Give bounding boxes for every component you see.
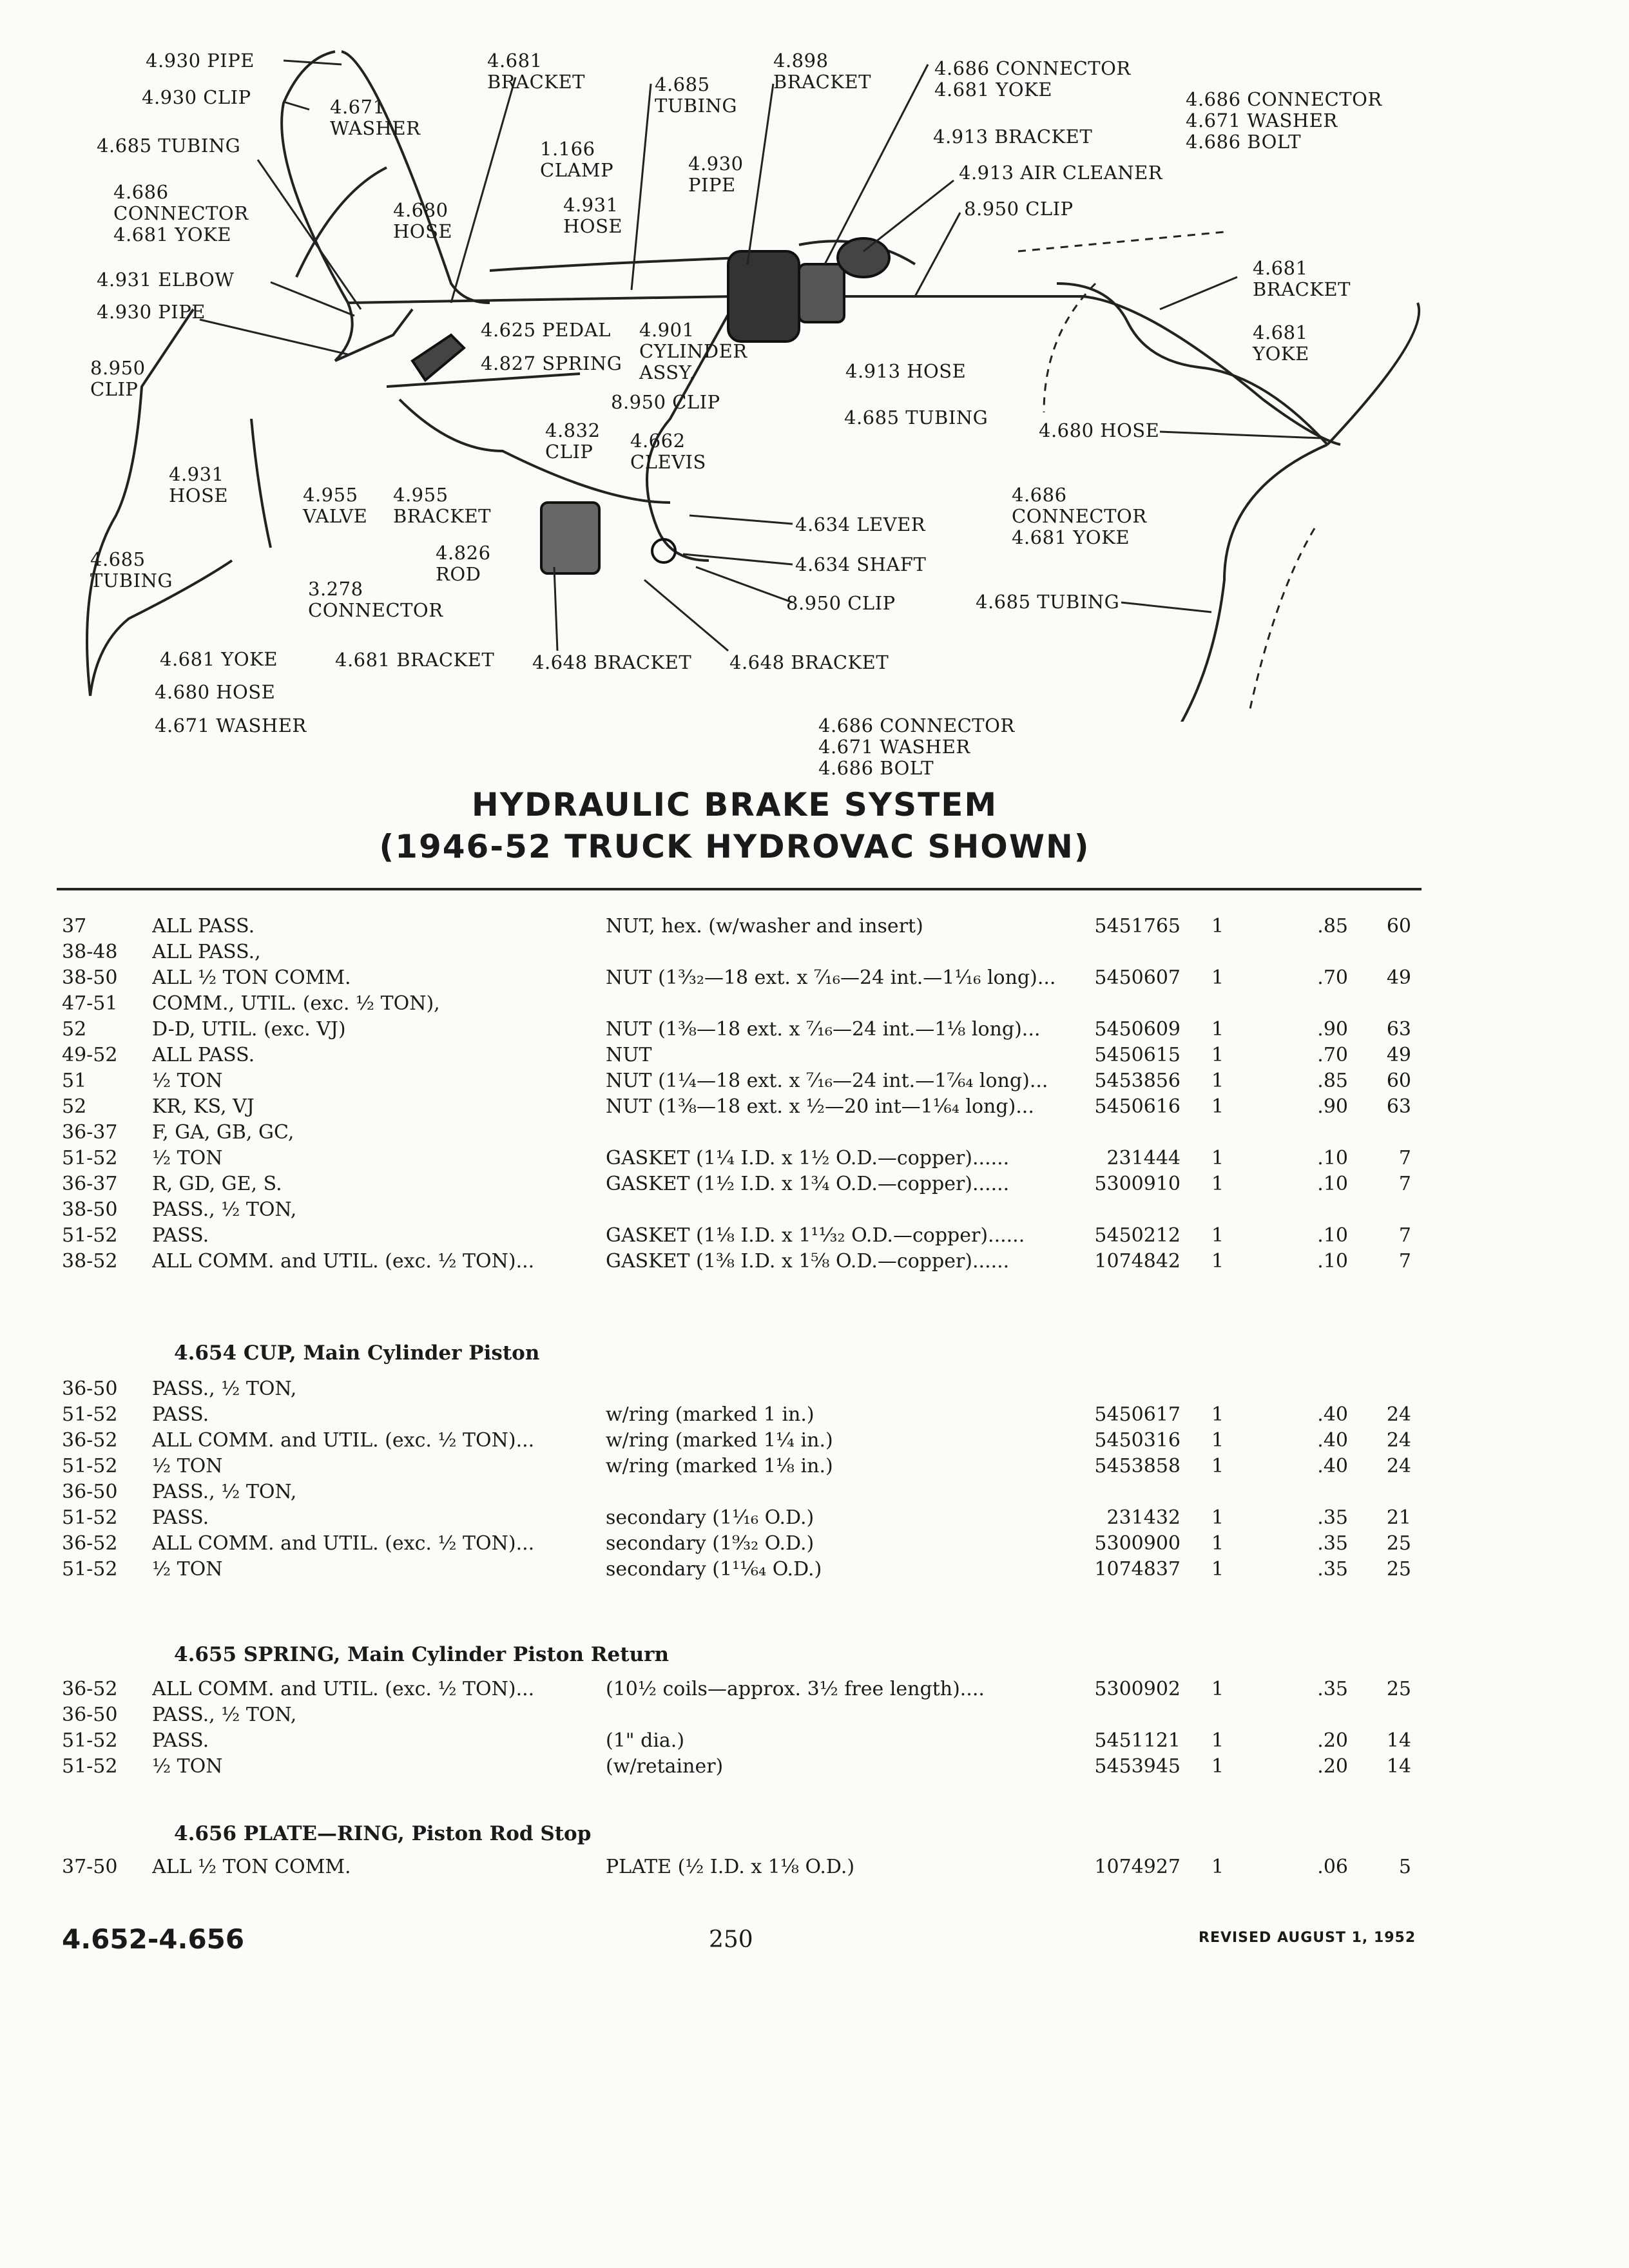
cell-wt: 25 — [1386, 1558, 1411, 1581]
cell-part: 5300910 — [1094, 1173, 1181, 1195]
cell-wt: 5 — [1398, 1856, 1411, 1878]
cell-yr: 36-50 — [62, 1378, 118, 1400]
cell-yr: 38-52 — [62, 1250, 118, 1273]
cell-part: 5450616 — [1094, 1095, 1181, 1118]
cell-desc: GASKET (1⅜ I.D. x 1⅝ O.D.—copper)...... — [606, 1250, 1010, 1273]
table-row — [0, 1173, 1629, 1198]
cell-price: .90 — [1317, 1095, 1348, 1118]
diagram-label: 4.625 PEDAL — [481, 319, 611, 341]
cell-qty: 1 — [1211, 1429, 1224, 1452]
cell-wt: 7 — [1398, 1250, 1411, 1273]
table-row — [0, 1198, 1629, 1224]
cell-yr: 51-52 — [62, 1506, 118, 1529]
cell-desc: NUT, hex. (w/washer and insert) — [606, 915, 923, 937]
table-row — [0, 1378, 1629, 1403]
cell-qty: 1 — [1211, 1558, 1224, 1581]
cell-qty: 1 — [1211, 1044, 1224, 1066]
section-heading-plate: 4.656 PLATE—RING, Piston Rod Stop — [174, 1822, 592, 1845]
cell-desc: NUT (1⅜—18 ext. x ⁷⁄₁₆—24 int.—1⅛ long)... — [606, 1018, 1041, 1041]
cell-wt: 24 — [1386, 1403, 1411, 1426]
cell-yr: 51-52 — [62, 1403, 118, 1426]
table-row — [0, 1403, 1629, 1429]
cell-qty: 1 — [1211, 1678, 1224, 1700]
diagram-label: 4.681 YOKE — [1253, 322, 1309, 365]
diagram-label: 4.680 HOSE — [155, 681, 276, 703]
diagram-label: 8.950 CLIP — [611, 391, 720, 413]
diagram-label: 4.930 PIPE — [688, 153, 744, 196]
cell-model: ALL ½ TON COMM. — [152, 966, 351, 989]
table-row — [0, 1018, 1629, 1044]
diagram-label: 4.671 WASHER — [155, 715, 307, 736]
cell-wt: 60 — [1386, 1070, 1411, 1092]
diagram-label: 4.913 HOSE — [845, 360, 967, 382]
cell-model: PASS. — [152, 1403, 209, 1426]
cell-model: ½ TON — [152, 1558, 223, 1581]
cell-wt: 63 — [1386, 1018, 1411, 1041]
diagram-subtitle: (1946-52 TRUCK HYDROVAC SHOWN) — [379, 828, 1090, 865]
cell-price: .85 — [1317, 915, 1348, 937]
cell-price: .70 — [1317, 1044, 1348, 1066]
cell-wt: 7 — [1398, 1224, 1411, 1247]
diagram-label: 4.685 TUBING — [976, 591, 1120, 613]
table-row — [0, 1481, 1629, 1506]
cell-desc: NUT (1¼—18 ext. x ⁷⁄₁₆—24 int.—1⁷⁄₆₄ long)... — [606, 1070, 1048, 1092]
cell-part: 1074837 — [1094, 1558, 1181, 1581]
diagram-label: 4.685 TUBING — [655, 73, 738, 117]
diagram-label: 4.648 BRACKET — [729, 651, 889, 673]
cell-part: 231444 — [1106, 1147, 1181, 1169]
cell-price: .70 — [1317, 966, 1348, 989]
diagram-label: 4.826 ROD — [436, 542, 491, 585]
table-row — [0, 1095, 1629, 1121]
cell-desc: secondary (1¹⁄₁₆ O.D.) — [606, 1506, 815, 1529]
table-row — [0, 1044, 1629, 1070]
cell-model: R, GD, GE, S. — [152, 1173, 282, 1195]
cell-wt: 7 — [1398, 1147, 1411, 1169]
diagram-label: 4.671 WASHER — [330, 96, 421, 139]
table-row — [0, 1147, 1629, 1173]
cell-desc: w/ring (marked 1¼ in.) — [606, 1429, 833, 1452]
cell-part: 5451765 — [1094, 915, 1181, 937]
cell-yr: 51-52 — [62, 1558, 118, 1581]
cell-desc: secondary (1¹¹⁄₆₄ O.D.) — [606, 1558, 822, 1581]
diagram-label: 4.913 BRACKET — [933, 126, 1093, 148]
cell-qty: 1 — [1211, 1250, 1224, 1273]
table-row — [0, 1070, 1629, 1095]
cell-price: .06 — [1317, 1856, 1348, 1878]
cell-desc: secondary (1⁹⁄₃₂ O.D.) — [606, 1532, 815, 1555]
cell-price: .35 — [1317, 1678, 1348, 1700]
cell-wt: 14 — [1386, 1729, 1411, 1752]
cell-qty: 1 — [1211, 1755, 1224, 1778]
diagram-label: 4.634 LEVER — [795, 514, 926, 535]
cell-model: F, GA, GB, GC, — [152, 1121, 294, 1144]
cell-desc: NUT (1⅜—18 ext. x ½—20 int—1¹⁄₆₄ long)... — [606, 1095, 1034, 1118]
diagram-label: 4.685 TUBING — [90, 548, 173, 591]
cell-yr: 37 — [62, 915, 87, 937]
cell-wt: 60 — [1386, 915, 1411, 937]
diagram-label: 4.930 CLIP — [142, 86, 251, 108]
cell-model: ALL PASS. — [152, 1044, 255, 1066]
diagram-label: 4.913 AIR CLEANER — [959, 162, 1163, 184]
cell-model: PASS. — [152, 1729, 209, 1752]
cell-part: 231432 — [1106, 1506, 1181, 1529]
diagram-label: 4.662 CLEVIS — [630, 430, 706, 473]
diagram-label: 4.686 CONNECTOR 4.681 YOKE — [934, 57, 1131, 101]
cell-part: 5453945 — [1094, 1755, 1181, 1778]
diagram-label: 4.681 BRACKET — [1253, 257, 1351, 300]
cell-desc: GASKET (1½ I.D. x 1¾ O.D.—copper)...... — [606, 1173, 1010, 1195]
cell-wt: 25 — [1386, 1532, 1411, 1555]
cell-yr: 36-37 — [62, 1121, 118, 1144]
cell-desc: GASKET (1⅛ I.D. x 1¹¹⁄₃₂ O.D.—copper)...... — [606, 1224, 1025, 1247]
cell-model: D-D, UTIL. (exc. VJ) — [152, 1018, 346, 1041]
cell-model: PASS., ½ TON, — [152, 1198, 297, 1221]
table-row — [0, 1678, 1629, 1704]
cell-price: .35 — [1317, 1532, 1348, 1555]
cell-model: PASS. — [152, 1506, 209, 1529]
cell-yr: 36-52 — [62, 1678, 118, 1700]
cell-desc: w/ring (marked 1⅛ in.) — [606, 1455, 833, 1477]
cell-price: .10 — [1317, 1224, 1348, 1247]
table-row — [0, 1532, 1629, 1558]
cell-wt: 14 — [1386, 1755, 1411, 1778]
cell-desc: (w/retainer) — [606, 1755, 724, 1778]
cell-part: 1074842 — [1094, 1250, 1181, 1273]
cell-yr: 51-52 — [62, 1729, 118, 1752]
cell-price: .40 — [1317, 1429, 1348, 1452]
cell-model: ALL COMM. and UTIL. (exc. ½ TON)... — [152, 1678, 535, 1700]
cell-qty: 1 — [1211, 1224, 1224, 1247]
divider — [57, 888, 1422, 890]
table-row — [0, 1755, 1629, 1781]
cell-yr: 36-52 — [62, 1532, 118, 1555]
diagram-label: 4.685 TUBING — [97, 135, 241, 157]
cell-yr: 38-50 — [62, 966, 118, 989]
cell-model: ALL COMM. and UTIL. (exc. ½ TON)... — [152, 1532, 535, 1555]
diagram-label: 4.931 HOSE — [169, 463, 229, 506]
cell-model: KR, KS, VJ — [152, 1095, 255, 1118]
table-row — [0, 1224, 1629, 1250]
cell-yr: 47-51 — [62, 992, 118, 1015]
table-row — [0, 941, 1629, 966]
diagram-label: 4.680 HOSE — [393, 199, 453, 242]
cell-desc: NUT — [606, 1044, 652, 1066]
cell-part: 5451121 — [1094, 1729, 1181, 1752]
cell-yr: 52 — [62, 1018, 87, 1041]
cell-qty: 1 — [1211, 1173, 1224, 1195]
diagram-label: 4.686 CONNECTOR 4.671 WASHER 4.686 BOLT — [1186, 88, 1382, 153]
cell-price: .10 — [1317, 1250, 1348, 1273]
diagram-label: 3.278 CONNECTOR — [308, 578, 443, 621]
table-row — [0, 1429, 1629, 1455]
cell-desc: GASKET (1¼ I.D. x 1½ O.D.—copper)...... — [606, 1147, 1010, 1169]
table-row — [0, 966, 1629, 992]
cell-model: ALL COMM. and UTIL. (exc. ½ TON)... — [152, 1429, 535, 1452]
cell-price: .35 — [1317, 1506, 1348, 1529]
cell-part: 5300902 — [1094, 1678, 1181, 1700]
cell-wt: 24 — [1386, 1455, 1411, 1477]
cell-qty: 1 — [1211, 1070, 1224, 1092]
diagram-label: 8.950 CLIP — [786, 592, 896, 614]
cell-model: COMM., UTIL. (exc. ½ TON), — [152, 992, 440, 1015]
cell-desc: NUT (1³⁄₃₂—18 ext. x ⁷⁄₁₆—24 int.—1¹⁄₁₆ long)... — [606, 966, 1056, 989]
diagram-label: 4.686 CONNECTOR 4.681 YOKE — [113, 181, 249, 245]
cell-part: 5453856 — [1094, 1070, 1181, 1092]
table-row — [0, 1558, 1629, 1584]
cell-model: ½ TON — [152, 1755, 223, 1778]
cell-desc: (10½ coils—approx. 3½ free length).... — [606, 1678, 985, 1700]
table-row — [0, 1506, 1629, 1532]
diagram-label: 4.634 SHAFT — [795, 553, 927, 575]
cell-qty: 1 — [1211, 1455, 1224, 1477]
cell-part: 5450609 — [1094, 1018, 1181, 1041]
diagram-label: 4.648 BRACKET — [532, 651, 692, 673]
cell-price: .40 — [1317, 1455, 1348, 1477]
diagram-label: 8.950 CLIP — [964, 198, 1074, 220]
revision-date: REVISED AUGUST 1, 1952 — [1199, 1930, 1416, 1946]
diagram-label: 1.166 CLAMP — [540, 138, 614, 181]
cell-part: 1074927 — [1094, 1856, 1181, 1878]
cell-yr: 52 — [62, 1095, 87, 1118]
diagram-label: 4.955 BRACKET — [393, 484, 491, 527]
table-row — [0, 1121, 1629, 1147]
cell-model: PASS., ½ TON, — [152, 1378, 297, 1400]
page-range: 4.652-4.656 — [62, 1923, 245, 1955]
cell-part: 5300900 — [1094, 1532, 1181, 1555]
cell-part: 5453858 — [1094, 1455, 1181, 1477]
cell-part: 5450615 — [1094, 1044, 1181, 1066]
diagram-title: HYDRAULIC BRAKE SYSTEM — [471, 786, 998, 823]
cell-model: ½ TON — [152, 1455, 223, 1477]
cell-model: PASS. — [152, 1224, 209, 1247]
cell-model: PASS., ½ TON, — [152, 1704, 297, 1726]
cell-yr: 38-50 — [62, 1198, 118, 1221]
cell-model: ALL PASS., — [152, 941, 261, 963]
diagram-label: 4.898 BRACKET — [773, 50, 871, 93]
table-row — [0, 1729, 1629, 1755]
cell-qty: 1 — [1211, 915, 1224, 937]
cell-yr: 36-50 — [62, 1704, 118, 1726]
diagram-label: 4.686 CONNECTOR 4.671 WASHER 4.686 BOLT — [818, 715, 1015, 779]
diagram-label: 4.931 HOSE — [563, 194, 623, 237]
diagram-label: 4.901 CYLINDER ASSY. — [639, 319, 747, 383]
cell-qty: 1 — [1211, 1729, 1224, 1752]
cell-qty: 1 — [1211, 1147, 1224, 1169]
diagram-label: 4.681 BRACKET — [335, 649, 495, 671]
cell-yr: 51-52 — [62, 1224, 118, 1247]
cell-model: ½ TON — [152, 1070, 223, 1092]
cell-qty: 1 — [1211, 966, 1224, 989]
cell-part: 5450316 — [1094, 1429, 1181, 1452]
cell-price: .35 — [1317, 1558, 1348, 1581]
cell-model: ALL ½ TON COMM. — [152, 1856, 351, 1878]
cell-model: PASS., ½ TON, — [152, 1481, 297, 1503]
cell-wt: 63 — [1386, 1095, 1411, 1118]
cell-yr: 51-52 — [62, 1147, 118, 1169]
table-row — [0, 992, 1629, 1018]
table-row — [0, 1455, 1629, 1481]
cell-desc: PLATE (½ I.D. x 1⅛ O.D.) — [606, 1856, 855, 1878]
diagram-label: 4.681 YOKE — [160, 648, 278, 670]
diagram-label: 4.955 VALVE — [303, 484, 368, 527]
cell-yr: 36-52 — [62, 1429, 118, 1452]
cell-model: ALL COMM. and UTIL. (exc. ½ TON)... — [152, 1250, 535, 1273]
cell-price: .90 — [1317, 1018, 1348, 1041]
cell-wt: 24 — [1386, 1429, 1411, 1452]
cell-yr: 49-52 — [62, 1044, 118, 1066]
table-row — [0, 1856, 1629, 1881]
cell-model: ½ TON — [152, 1147, 223, 1169]
cell-part: 5450607 — [1094, 966, 1181, 989]
diagram-label: 4.930 PIPE — [146, 50, 255, 72]
diagram-label: 4.681 BRACKET — [487, 50, 585, 93]
cell-qty: 1 — [1211, 1018, 1224, 1041]
table-row — [0, 1250, 1629, 1276]
cell-price: .85 — [1317, 1070, 1348, 1092]
cell-desc: (1" dia.) — [606, 1729, 685, 1752]
diagram-label: 8.950 CLIP — [90, 357, 146, 400]
cell-qty: 1 — [1211, 1856, 1224, 1878]
cell-yr: 51-52 — [62, 1755, 118, 1778]
diagram-label: 4.931 ELBOW — [97, 269, 235, 291]
section-heading-spring: 4.655 SPRING, Main Cylinder Piston Return — [174, 1643, 670, 1666]
cell-qty: 1 — [1211, 1506, 1224, 1529]
diagram-label: 4.827 SPRING — [481, 352, 622, 374]
cell-qty: 1 — [1211, 1095, 1224, 1118]
table-row — [0, 1704, 1629, 1729]
cell-price: .10 — [1317, 1173, 1348, 1195]
cell-desc: w/ring (marked 1 in.) — [606, 1403, 815, 1426]
cell-yr: 37-50 — [62, 1856, 118, 1878]
cell-price: .10 — [1317, 1147, 1348, 1169]
cell-model: ALL PASS. — [152, 915, 255, 937]
diagram-label: 4.832 CLIP — [545, 419, 601, 463]
cell-yr: 51 — [62, 1070, 87, 1092]
cell-part: 5450212 — [1094, 1224, 1181, 1247]
cell-yr: 38-48 — [62, 941, 118, 963]
cell-price: .20 — [1317, 1755, 1348, 1778]
cell-qty: 1 — [1211, 1532, 1224, 1555]
brake-system-diagram — [0, 0, 1629, 779]
cell-part: 5450617 — [1094, 1403, 1181, 1426]
cell-wt: 21 — [1386, 1506, 1411, 1529]
section-heading-cup: 4.654 CUP, Main Cylinder Piston — [174, 1341, 540, 1365]
cell-yr: 36-50 — [62, 1481, 118, 1503]
cell-qty: 1 — [1211, 1403, 1224, 1426]
cell-price: .20 — [1317, 1729, 1348, 1752]
diagram-label: 4.685 TUBING — [844, 407, 988, 428]
page-number: 250 — [709, 1927, 753, 1953]
diagram-label: 4.680 HOSE — [1039, 419, 1160, 441]
cell-wt: 25 — [1386, 1678, 1411, 1700]
diagram-label: 4.686 CONNECTOR 4.681 YOKE — [1012, 484, 1147, 548]
cell-wt: 7 — [1398, 1173, 1411, 1195]
cell-price: .40 — [1317, 1403, 1348, 1426]
table-row — [0, 915, 1629, 941]
cell-wt: 49 — [1386, 1044, 1411, 1066]
diagram-label: 4.930 PIPE — [97, 301, 206, 323]
cell-wt: 49 — [1386, 966, 1411, 989]
cell-yr: 51-52 — [62, 1455, 118, 1477]
cell-yr: 36-37 — [62, 1173, 118, 1195]
